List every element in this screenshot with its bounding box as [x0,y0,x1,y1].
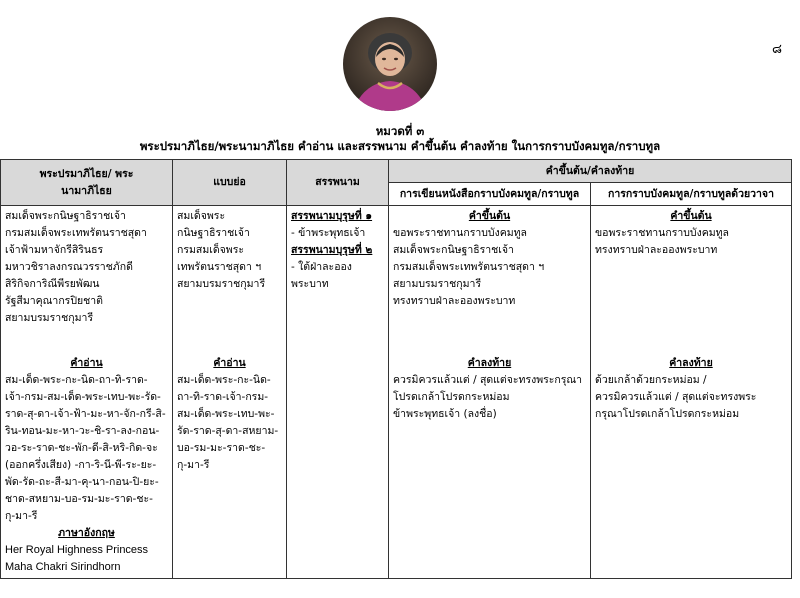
short-reading-line: สม-เด็ด-พระ-กะ-นิด- [177,374,271,386]
name-line: สยามบรมราชกุมารี [5,312,94,324]
short-reading-line: ถา-ทิ-ราด-เจ้า-กรม- [177,391,269,403]
written-closing-line: ข้าพระพุทธเจ้า (ลงชื่อ) [393,408,497,420]
verbal-opening-line: ขอพระราชทานกราบบังคมทูล [595,227,729,239]
short-reading-heading: คำอ่าน [213,357,246,369]
verbal-opening-heading: คำขึ้นต้น [670,210,712,222]
royal-name-cell [1,206,173,579]
second-person-value: - ใต้ฝ่าละอองพระบาท [291,261,352,290]
royal-titles-table [0,159,792,579]
header-verbal: การกราบบังคมทูล/กราบทูลด้วยวาจา [591,183,792,206]
short-line: สมเด็จพระ [177,210,226,222]
section-subtitle: พระปรมาภิไธย/พระนามาภิไธย คำอ่าน และสรรพนาม คำขึ้นต้น คำลงท้าย ในการกราบบังคมทูล/กราบทูล [139,139,661,153]
written-closing-heading: คำลงท้าย [467,357,512,369]
second-person-heading: สรรพนามบุรุษที่ ๒ [291,244,373,256]
name-line: รัฐสีมาคุณากรปิยชาติ [5,295,103,307]
short-reading-line: บอ-รม-มะ-ราด-ชะ- [177,442,266,454]
section-caption [0,124,800,154]
section-title: หมวดที่ ๓ [375,124,425,138]
header-pronoun: สรรพนาม [287,160,389,206]
reading-line: ริน-ทอน-มะ-หา-วะ-ชิ-รา-ลง-กอน- [5,425,160,437]
written-opening-heading: คำขึ้นต้น [468,210,511,222]
header-royal-name-label: พระปรมาภิไธย/ พระนามาภิไธย [39,167,134,197]
reading-line: ชาด-สหยาม-บอ-รม-มะ-ราด-ชะ- [5,493,153,505]
page-number: ๘ [771,42,782,57]
short-line: สยามบรมราชกุมารี [177,278,266,290]
name-line: กรมสมเด็จพระเทพรัตนราชสุดา [5,227,147,239]
name-line: เจ้าฟ้ามหาจักรีสิรินธร [5,244,104,256]
header-royal-name [1,160,173,206]
short-reading-line: กุ-มา-รี [177,459,210,471]
written-opening-line: สมเด็จพระกนิษฐาธิราชเจ้า [393,244,514,256]
reading-line: (ออกครึ่งเสียง) -กา-ริ-นี-พี-ระ-ยะ- [5,459,157,471]
header-written: การเขียนหนังสือกราบบังคมทูล/กราบทูล [389,183,591,206]
name-line: มหาวชิราลงกรณวรราชภักดี [5,261,133,273]
short-line: กนิษฐาธิราชเจ้า [177,227,250,239]
verbal-cell [591,206,792,579]
portrait-photo [343,17,437,111]
verbal-closing-line: กรุณาโปรดเกล้าโปรดกระหม่อม [595,408,740,420]
name-line: สมเด็จพระกนิษฐาธิราชเจ้า [5,210,126,222]
english-line: Maha Chakri Sirindhorn [5,561,121,573]
verbal-closing-heading: คำลงท้าย [669,357,713,369]
pronoun-cell [287,206,389,579]
reading-heading: คำอ่าน [70,357,103,369]
short-reading-line: รัด-ราด-สุ-ดา-สหยาม- [177,425,279,437]
short-form-cell [173,206,287,579]
written-opening-line: สยามบรมราชกุมารี [393,278,482,290]
reading-line: พัด-รัด-ถะ-สี-มา-คุ-นา-กอน-ปิ-ยะ- [5,476,159,488]
reading-line: เจ้า-กรม-สม-เด็ด-พระ-เทบ-พะ-รัด- [5,391,161,403]
english-heading: ภาษาอังกฤษ [58,527,115,539]
written-closing-line: ควรมิควรแล้วแต่ / สุดแต่จะทรงพระกรุณา [393,374,583,386]
written-opening-line: ขอพระราชทานกราบบังคมทูล [393,227,527,239]
reading-line: วอ-ระ-ราด-ชะ-พัก-ดี-สิ-หริ-กิด-จะ [5,442,158,454]
written-opening-line: ทรงทราบฝ่าละอองพระบาท [393,295,516,307]
written-closing-line: โปรดเกล้าโปรดกระหม่อม [393,391,510,403]
table-row [1,206,792,579]
name-line: สิริกิจการิณีพีรยพัฒน [5,278,100,290]
reading-line: กุ-มา-รี [5,510,38,522]
written-opening-line: กรมสมเด็จพระเทพรัตนราชสุดา ฯ [393,261,545,273]
header-short-form: แบบย่อ [173,160,287,206]
short-line: กรมสมเด็จพระ [177,244,245,256]
verbal-closing-line: ด้วยเกล้าด้วยกระหม่อม / [595,374,707,386]
english-line: Her Royal Highness Princess [5,544,149,556]
reading-line: สม-เด็ด-พระ-กะ-นิด-ถา-ทิ-ราด- [5,374,148,386]
royal-name-block [5,208,168,327]
first-person-heading: สรรพนามบุรุษที่ ๑ [291,210,373,222]
short-reading-line: สม-เด็ด-พระ-เทบ-พะ- [177,408,275,420]
short-line: เทพรัตนราชสุดา ฯ [177,261,262,273]
verbal-closing-line: ควรมิควรแล้วแต่ / สุดแต่จะทรงพระ [595,391,757,403]
reading-line: ราด-สุ-ดา-เจ้า-ฟ้า-มะ-หา-จัก-กรี-สิ- [5,408,166,420]
verbal-opening-line: ทรงทราบฝ่าละอองพระบาท [595,244,718,256]
first-person-value: - ข้าพระพุทธเจ้า [291,227,366,239]
header-opening-closing: คำขึ้นต้น/คำลงท้าย [389,160,792,183]
written-cell [389,206,591,579]
